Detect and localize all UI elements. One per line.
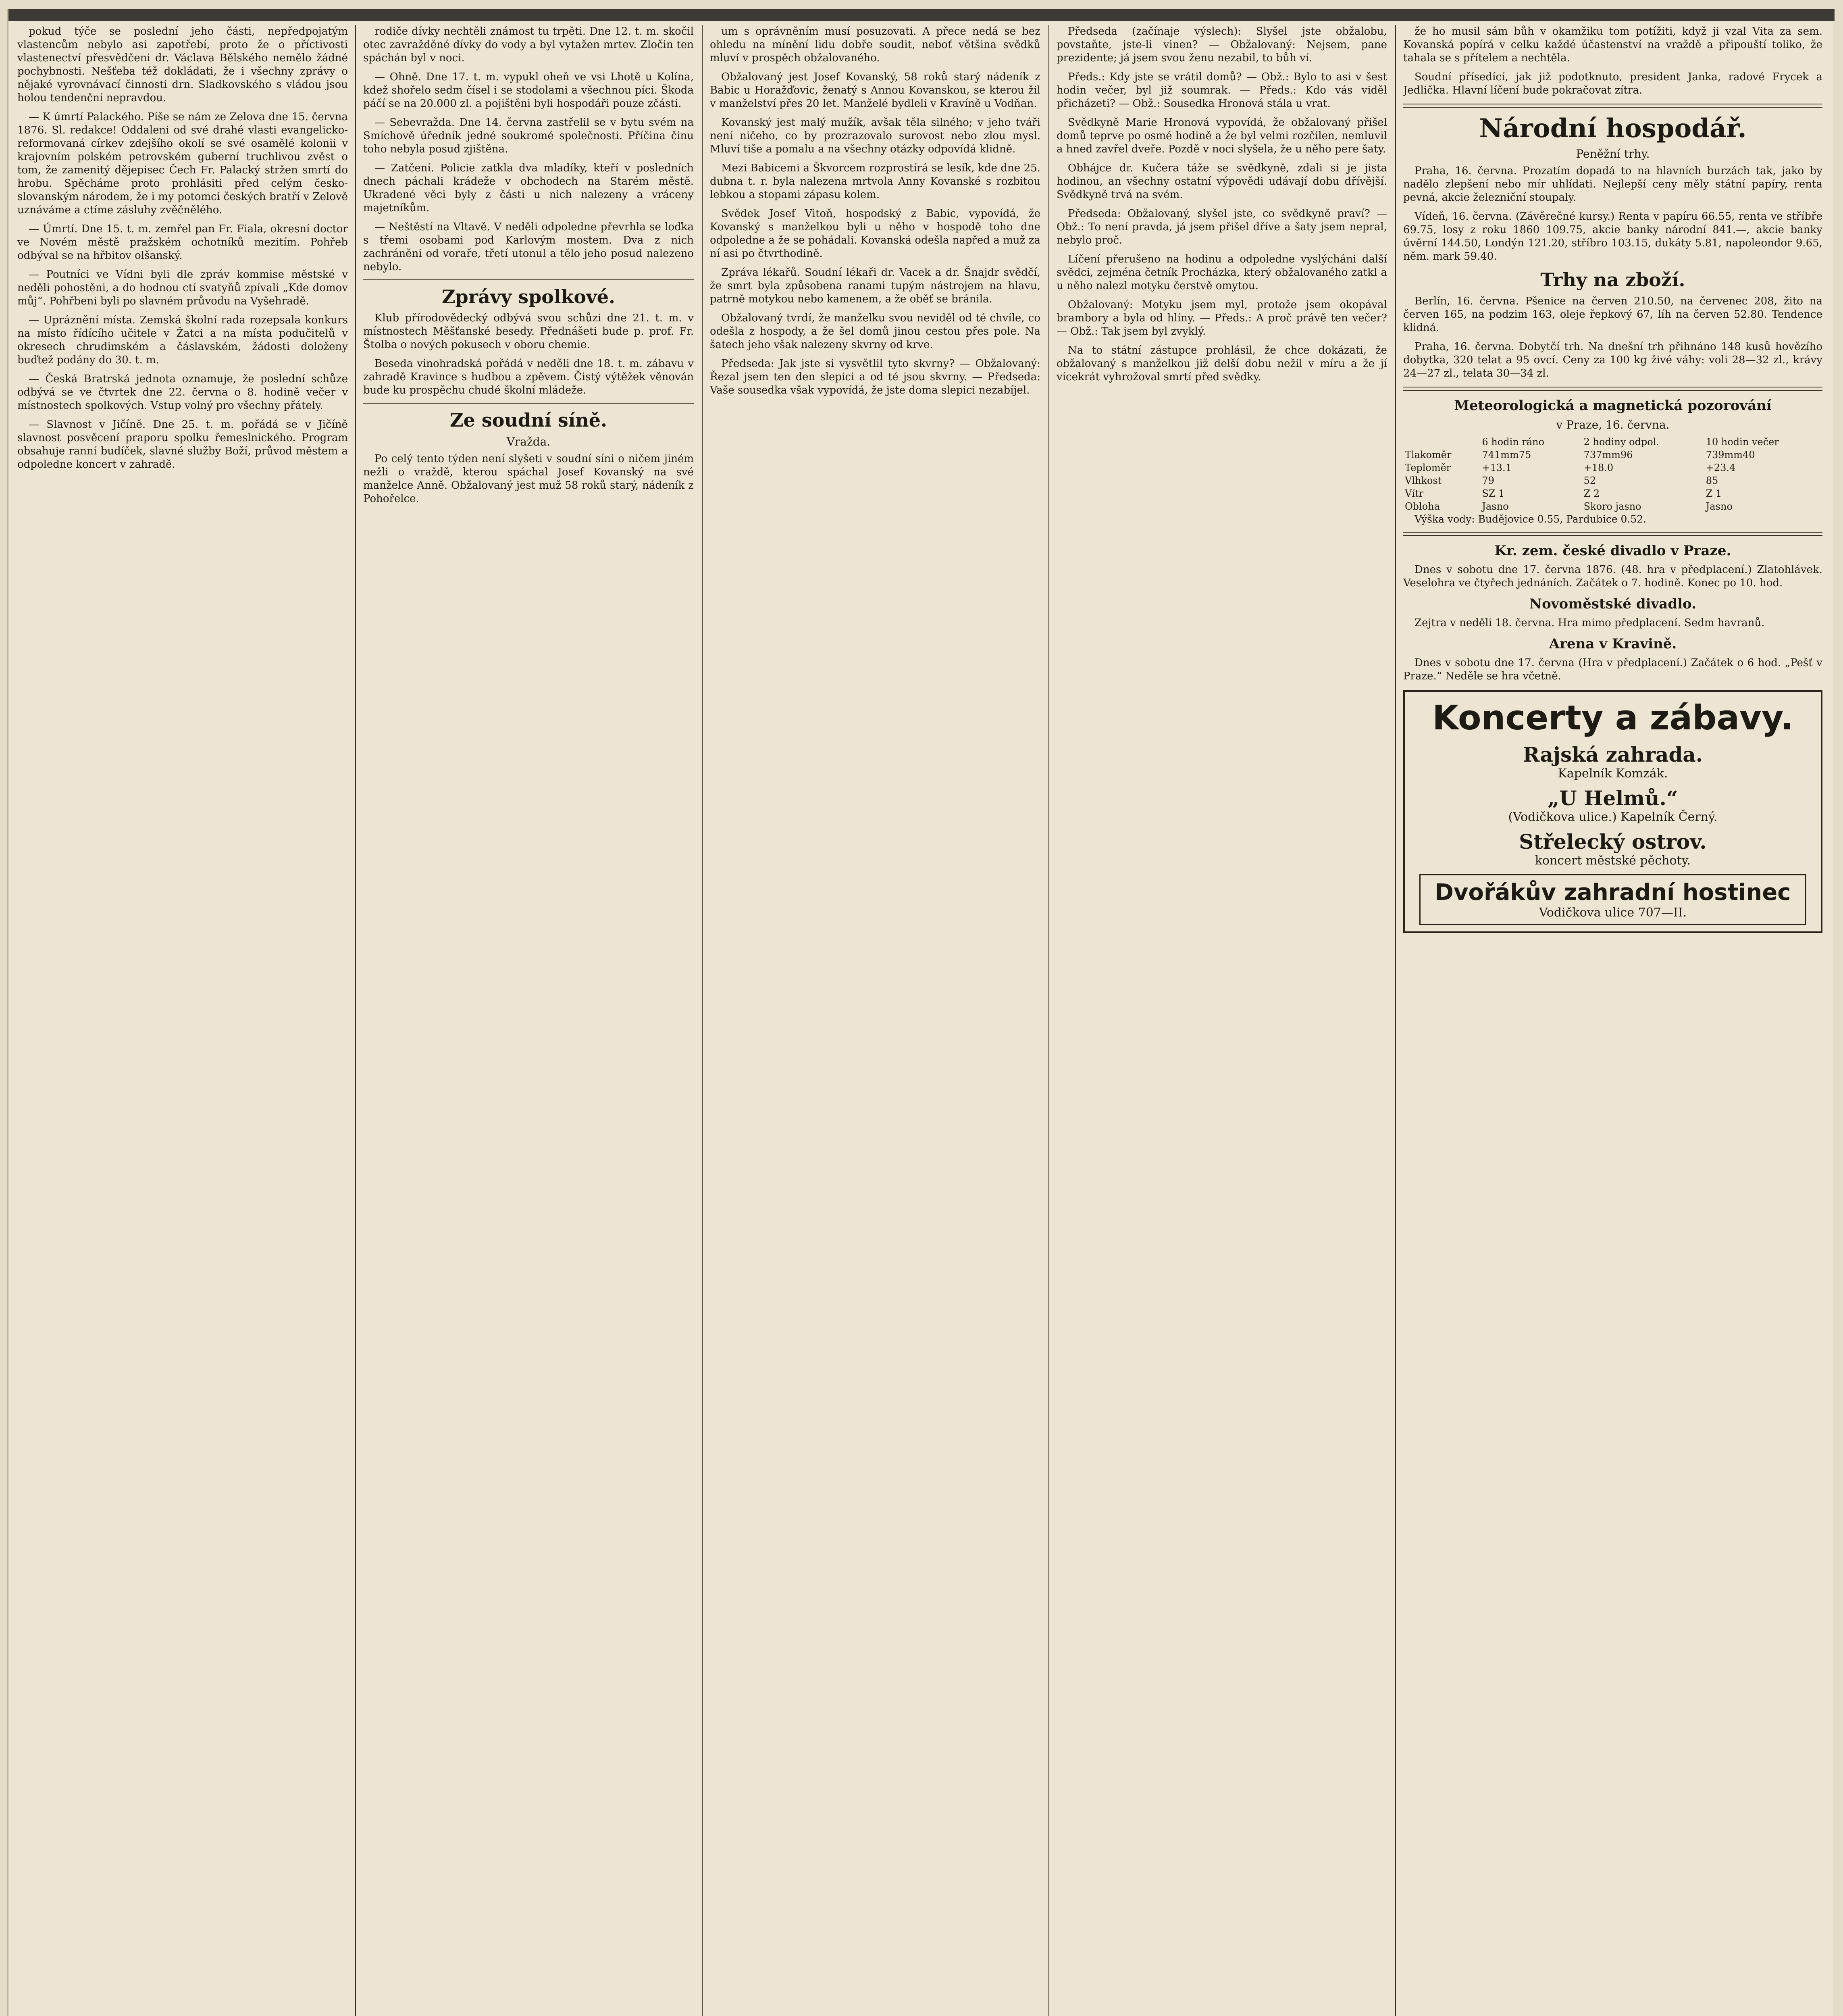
section-subheading: v Praze, 16. června. <box>1556 418 1670 431</box>
table-cell: 741mm75 <box>1482 449 1531 460</box>
section-heading: Národní hospodář. <box>1479 113 1747 144</box>
article-paragraph: — Zatčení. Policie zatkla dva mladíky, kteří v posledních dnech páchali krádeže v obchodech na Starém městě. Ukradené věci byly z části u nich nalezeny a vráceny majetníkům. <box>363 162 694 214</box>
top-edge-stain <box>8 9 1835 21</box>
article-paragraph: — Upráznění místa. Zemská školní rada rozepsala konkurs na místo řídícího učitele v Žatci a na místa podučitelů v okresech chrudimském a čáslavském, žádosti doloženy buďtež podány do 30. t. m. <box>17 314 348 366</box>
ad-venue: Dvořákův zahradní hostinec <box>1435 879 1791 906</box>
column-2 <box>363 25 694 2016</box>
table-cell: 10 hodin večer <box>1706 436 1779 448</box>
section-heading: Trhy na zboží. <box>1540 269 1685 291</box>
section-heading: Kr. zem. české divadlo v Praze. <box>1494 543 1731 559</box>
table-cell: +13.1 <box>1482 462 1512 473</box>
ad-detail: Vodičkova ulice 707—II. <box>1539 906 1687 920</box>
table-cell: Skoro jasno <box>1583 501 1641 512</box>
article-paragraph: rodiče dívky nechtěli známost tu trpěti. Dne 12. t. m. skočil otec zavražděné dívky do vody a byl vytažen mrtev. Zločin ten spáchán byl v noci. <box>363 25 694 64</box>
ad-detail: (Vodičkova ulice.) Kapelník Černý. <box>1508 810 1718 824</box>
section-divider <box>1403 532 1822 536</box>
table-row <box>1403 474 1822 487</box>
table-cell: 737mm96 <box>1583 449 1633 460</box>
article-paragraph: že ho musil sám bůh v okamžiku tom potížiti, když ji vzal Vita za sem. Kovanská popírá v celku každé účastenství na vraždě a připouští toliko, že tahala se s přítelem a nechtěla. <box>1403 25 1822 64</box>
ad-inner-box <box>1419 874 1806 925</box>
article-paragraph: Předseda (začínaje výslech): Slyšel jste obžalobu, povstaňte, jste-li vinen? — Obžalovaný: Nejsem, pane prezidente; já jsem svou ženu nezabil, to bůh ví. <box>1057 25 1387 64</box>
article-paragraph: Obžalovaný tvrdí, že manželku svou neviděl od té chvíle, co odešla z hospody, a že šel domů jinou cestou přes pole. Na šatech jeho však nalezeny skvrny od krve. <box>710 312 1040 351</box>
article-paragraph: Na to státní zástupce prohlásil, že chce dokázati, že obžalovaný s manželkou již delší dobu nežil v míru a že jí vícekrát vyhrožoval smrtí před svědky. <box>1057 344 1387 383</box>
table-cell: 85 <box>1706 475 1718 486</box>
column-1 <box>17 25 348 2016</box>
section-divider <box>363 403 694 404</box>
article-paragraph: Předs.: Kdy jste se vrátil domů? — Obž.: Bylo to asi v šest hodin večer, byl již soumrak. — Předs.: Kdo vás viděl přicházeti? — Obž.: Sousedka Hronová stála u vrat. <box>1057 71 1387 110</box>
section-heading: Zprávy spolkové. <box>441 286 616 308</box>
article-paragraph: pokud týče se poslední jeho části, nepředpojatým vlastencům nebylo asi zapotřebí, proto že o příctivosti vlastenectví přesvědčeni dr. Václava Bělského nemělo žádné pochybnosti. Nešťeba též dokládati, že i všechny zprávy o nějaké vyrovnávací činnosti drn. Sladkovského s vládou jsou holou tendenční nepravdou. <box>17 25 348 104</box>
table-cell: Jasno <box>1482 501 1509 512</box>
table-cell: +23.4 <box>1706 462 1736 473</box>
article-paragraph: Svědek Josef Vitoň, hospodský z Babic, vypovídá, že Kovanský s manželkou byli u něho v hospodě toho dne odpoledne a že se pohádali. Kovanská odešla napřed a muž za ní asi po čtvrthodině. <box>710 208 1040 260</box>
article-paragraph: — Slavnost v Jičíně. Dne 25. t. m. pořádá se v Jičíně slavnost posvěcení praporu spolku řemeslnického. Program obsahuje ranní budíček, slavné služby Boží, průvod městem a odpoledne koncert v zahradě. <box>17 419 348 471</box>
column-rule <box>355 25 356 2016</box>
table-cell: +18.0 <box>1583 462 1614 473</box>
column-4 <box>1057 25 1387 2016</box>
article-paragraph: Vídeň, 16. června. (Závěrečné kursy.) Renta v papíru 66.55, renta ve stříbře 69.75, losy z roku 1860 109.75, akcie banky národní 841.—, akcie banky úvěrní 144.50, Londýn 121.20, stříbro 103.15, dukáty 5.81, napoleondor 9.65, něm. mark 59.40. <box>1403 210 1822 262</box>
ad-detail: koncert městské pěchoty. <box>1535 854 1691 868</box>
article-paragraph: Dnes v sobotu dne 17. června (Hra v předplacení.) Začátek o 6 hod. „Pešť v Praze.“ Neděle se hra včetně. <box>1403 657 1822 682</box>
article-paragraph: Praha, 16. června. Dobytčí trh. Na dnešní trh přihnáno 148 kusů hovězího dobytka, 320 telat a 95 ovcí. Ceny za 100 kg živé váhy: voli 28—32 zl., krávy 24—27 zl., telata 30—34 zl. <box>1403 341 1822 379</box>
table-cell <box>1403 435 1480 448</box>
article-paragraph: Beseda vinohradská pořádá v neděli dne 18. t. m. zábavu v zahradě Kravince s hudbou a zpěvem. Čistý výtěžek věnován bude ku prospěchu chudé školní mládeže. <box>363 358 694 396</box>
article-paragraph: — Sebevražda. Dne 14. června zastřelil se v bytu svém na Smíchově úředník jedné soukromé společnosti. Příčina činu toho nebyla posud zjištěna. <box>363 117 694 155</box>
section-subheading: Peněžní trhy. <box>1576 147 1650 160</box>
article-paragraph: Obhájce dr. Kučera táže se svědkyně, zdali si je jista hodinou, an všechny ostatní výpovědi udávají dobu dřívější. Svědkyně trvá na svém. <box>1057 162 1387 201</box>
article-paragraph: Mezi Babicemi a Škvorcem rozprostírá se lesík, kde dne 25. dubna t. r. byla nalezena mrtvola Anny Kovanské s rozbitou lebkou a stopami zápasu kolem. <box>710 162 1040 201</box>
table-cell: 739mm40 <box>1706 449 1755 460</box>
table-row <box>1403 448 1822 461</box>
article-paragraph: Obžalovaný: Motyku jsem myl, protože jsem okopával brambory a byla od hlíny. — Předs.: A proč právě ten večer? — Obž.: Tak jsem byl zvyklý. <box>1057 299 1387 337</box>
section-subheading: Vražda. <box>506 435 551 448</box>
article-paragraph: — Poutníci ve Vídni byli dle zpráv kommise městské v neděli pohostěni, a do hodnou ctí svatyňů zpívali „Kde domov můj“. Pohřbeni byli po slavném průvodu na Vyšehradě. <box>17 269 348 307</box>
article-paragraph: Výška vody: Budějovice 0.55, Pardubice 0.52. <box>1414 513 1647 525</box>
weather-table-header <box>1403 435 1822 448</box>
article-paragraph: — Ohně. Dne 17. t. m. vypukl oheň ve vsi Lhotě u Kolína, kdež shořelo sedm čísel i se stodolami a všechnou píci. Škoda páčí se na 20.000 zl. a pojištěni byli hospodáři pouze zčásti. <box>363 71 694 110</box>
section-divider <box>1403 387 1822 391</box>
table-cell: Obloha <box>1405 501 1440 512</box>
ad-title: Koncerty a zábavy. <box>1432 698 1793 737</box>
section-divider <box>1403 104 1822 108</box>
column-3 <box>710 25 1040 2016</box>
article-paragraph: — Česká Bratrská jednota oznamuje, že poslední schůze odbývá se ve čtvrtek dne 22. června o 8. hodině večer v místnostech spolkových. Vstup volný pro všechny přátely. <box>17 373 348 412</box>
table-cell: Vítr <box>1405 488 1424 499</box>
column-rule <box>702 25 703 2016</box>
table-row <box>1403 461 1822 474</box>
table-row <box>1403 500 1822 513</box>
article-paragraph: um s oprávněním musí posuzovati. A přece nedá se bez ohledu na mínění lidu dobře soudit, neboť většina svědků mluví v prospěch obžalovaného. <box>710 25 1040 64</box>
weather-table <box>1403 435 1822 513</box>
article-paragraph: Soudní přísedící, jak již podotknuto, president Janka, radové Frycek a Jedlička. Hlavní líčení bude pokračovat zítra. <box>1403 71 1822 96</box>
ad-venue: Rajská zahrada. <box>1523 743 1703 766</box>
table-cell: 6 hodin ráno <box>1482 436 1545 448</box>
table-cell: Z 1 <box>1706 488 1722 499</box>
section-heading: Meteorologická a magnetická pozorování <box>1454 398 1772 414</box>
article-paragraph: — K úmrtí Palackého. Píše se nám ze Zelova dne 15. června 1876. Sl. redakce! Oddaleni od své drahé vlasti evangelicko-reformovaná církev zdejšího okolí se své osamělé kolonii v krajovním polském petrovském guberní truchlivou zvěst o tom, že zamenitý dějepisec Čech Fr. Palacký stržen smrtí do hrobu. Spěcháme proto prohlásiti před celým česko-slovanským národem, že i my potomci českých bratří v Zelově uznáváme a ctíme zásluhy zvěčnělého. <box>17 111 348 216</box>
section-heading: Novoměstské divadlo. <box>1529 596 1696 612</box>
ad-detail: Kapelník Komzák. <box>1558 766 1668 781</box>
section-heading: Ze soudní síně. <box>449 409 607 431</box>
column-5 <box>1403 25 1822 2016</box>
article-paragraph: Berlín, 16. června. Pšenice na červen 210.50, na červenec 208, žito na červen 165, na podzim 163, oleje řepkový 67, líh na červen 52.80. Tendence klidná. <box>1403 295 1822 334</box>
table-cell: Z 2 <box>1583 488 1600 499</box>
table-cell: 2 hodiny odpol. <box>1583 436 1660 448</box>
article-paragraph: Praha, 16. června. Prozatím dopadá to na hlavních burzách tak, jako by nadělo zlepšení nebo mír uhlídati. Nejlepší ceny měly státní papíry, renta pevná, akcie železniční stoupaly. <box>1403 165 1822 204</box>
table-cell: Vlhkost <box>1405 475 1442 486</box>
article-paragraph: Předseda: Jak jste si vysvětlil tyto skvrny? — Obžalovaný: Řezal jsem ten den slepici a od té jsou skvrny. — Předseda: Vaše sousedka však vypovídá, že jste doma slepici nezabíjel. <box>710 358 1040 396</box>
article-paragraph: Po celý tento týden není slyšeti v soudní síni o ničem jiném nežli o vraždě, kterou spáchal Josef Kovanský na své manželce Anně. Obžalovaný jest muž 58 roků starý, nádeník z Pohořelce. <box>363 453 694 505</box>
ad-venue: Střelecký ostrov. <box>1519 830 1707 854</box>
article-paragraph: Dnes v sobotu dne 17. června 1876. (48. hra v předplacení.) Zlatohlávek. Veselohra ve čtyřech jednáních. Začátek o 7. hodině. Konec po 10. hod. <box>1403 564 1822 589</box>
article-paragraph: Zejtra v neděli 18. června. Hra mimo předplacení. Sedm havranů. <box>1414 617 1765 629</box>
table-row <box>1403 487 1822 500</box>
table-cell: Jasno <box>1706 501 1733 512</box>
section-heading: Arena v Kravině. <box>1549 636 1677 652</box>
ad-venue: „U Helmů.“ <box>1548 786 1678 810</box>
article-paragraph: — Neštěstí na Vltavě. V neděli odpoledne převrhla se loďka s třemi osobami pod Karlovým mostem. Dva z nich zachráněni od voraře, třetí utonul a tělo jeho posud nalezeno nebylo. <box>363 221 694 273</box>
table-cell: Tlakoměr <box>1405 449 1452 460</box>
table-cell: 52 <box>1583 475 1596 486</box>
article-paragraph: Klub přírodovědecký odbývá svou schůzi dne 21. t. m. v místnostech Měšťanské besedy. Přednášeti bude p. prof. Fr. Štolba o nových pokusech v oboru chemie. <box>363 312 694 351</box>
column-rule <box>1048 25 1049 2016</box>
table-cell: 79 <box>1482 475 1494 486</box>
concert-advertisement <box>1403 690 1822 933</box>
article-paragraph: Líčení přerušeno na hodinu a odpoledne vyslýcháni další svědci, zejména četník Procházka, který obžalovaného zatkl a u něho nalezl motyku čerstvě omytou. <box>1057 253 1387 292</box>
section-divider <box>363 279 694 280</box>
article-paragraph: Předseda: Obžalovaný, slyšel jste, co svědkyně praví? — Obž.: To není pravda, já jsem přišel dříve a šaty jsem nepral, nebylo proč. <box>1057 208 1387 246</box>
newspaper-page <box>7 9 1833 2016</box>
article-paragraph: — Úmrtí. Dne 15. t. m. zemřel pan Fr. Fiala, okresní doctor ve Novém městě pražském ochotníků mezitím. Pohřeb odbýval se na hřbitov olšanský. <box>17 223 348 262</box>
column-rule <box>1395 25 1396 2016</box>
article-paragraph: Svědkyně Marie Hronová vypovídá, že obžalovaný přišel domů teprve po osmé hodině a že byl velmi rozčilen, nemluvil a hned zavřel dveře. Pozdě v noci slyšela, že u něho pere šaty. <box>1057 117 1387 155</box>
article-paragraph: Obžalovaný jest Josef Kovanský, 58 roků starý nádeník z Babic u Horažďovic, ženatý s Annou Kovanskou, se kterou žil v manželství přes 20 let. Manželé bydleli v Kravíně u Vodňan. <box>710 71 1040 110</box>
table-cell: SZ 1 <box>1482 488 1505 499</box>
table-cell: Teploměr <box>1405 462 1451 473</box>
article-paragraph: Zpráva lékařů. Soudní lékaři dr. Vacek a dr. Šnajdr svědčí, že smrt byla způsobena ranami tupým nástrojem na hlavu, patrně motykou nebo kamenem, a že oběť se bránila. <box>710 267 1040 305</box>
article-paragraph: Kovanský jest malý mužík, avšak těla silného; v jeho tváři není ničeho, co by prozrazovalo surovost nebo zlou mysl. Mluví tiše a pomalu a na všechny otázky odpovídá klidně. <box>710 117 1040 155</box>
